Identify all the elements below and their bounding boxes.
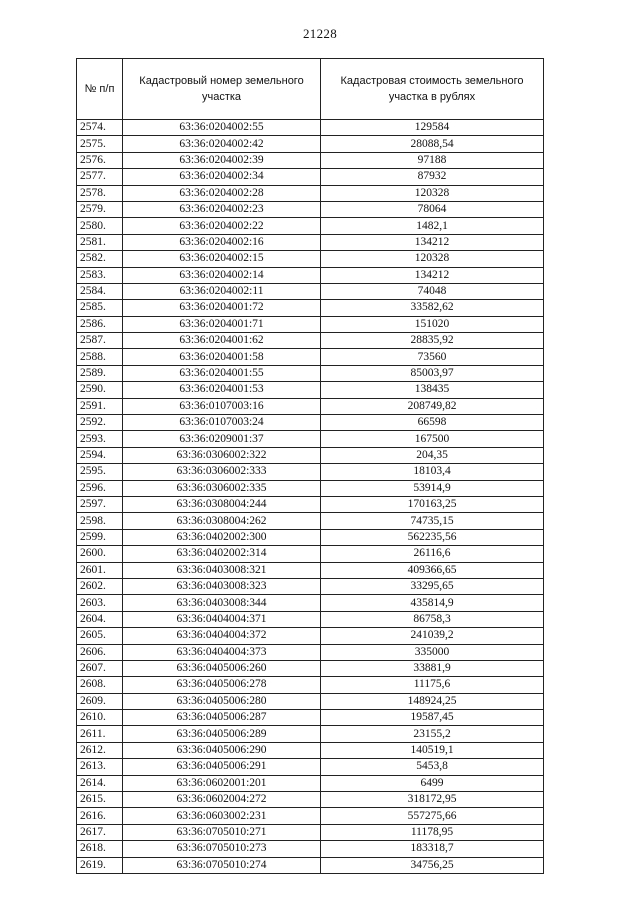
table-row	[77, 480, 544, 496]
cadastral-value-cell: 11178,95	[321, 824, 544, 840]
table-row	[77, 595, 544, 611]
table-row	[77, 726, 544, 742]
table-row	[77, 251, 544, 267]
row-number-cell: 2615.	[77, 792, 123, 808]
table-row	[77, 185, 544, 201]
cadastral-number-cell: 63:36:0204002:22	[123, 218, 321, 234]
table-row	[77, 775, 544, 791]
cadastral-value-cell: 85003,97	[321, 365, 544, 381]
cadastral-number-cell: 63:36:0306002:333	[123, 464, 321, 480]
row-number-cell: 2612.	[77, 742, 123, 758]
cadastral-value-cell: 28088,54	[321, 136, 544, 152]
table-row	[77, 267, 544, 283]
cadastral-number-cell: 63:36:0204002:16	[123, 234, 321, 250]
row-number-cell: 2587.	[77, 333, 123, 349]
cadastral-number-cell: 63:36:0404004:372	[123, 628, 321, 644]
row-number-cell: 2592.	[77, 415, 123, 431]
table-row	[77, 136, 544, 152]
table-row	[77, 529, 544, 545]
table-row	[77, 152, 544, 168]
header-row	[77, 59, 544, 120]
row-number-cell: 2588.	[77, 349, 123, 365]
cadastral-value-cell: 318172,95	[321, 792, 544, 808]
cadastral-number-cell: 63:36:0402002:314	[123, 546, 321, 562]
cadastral-value-cell: 204,35	[321, 447, 544, 463]
table-row	[77, 382, 544, 398]
row-number-cell: 2617.	[77, 824, 123, 840]
cadastral-value-cell: 33582,62	[321, 300, 544, 316]
row-number-cell: 2576.	[77, 152, 123, 168]
table-row	[77, 578, 544, 594]
cadastral-number-cell: 63:36:0405006:289	[123, 726, 321, 742]
row-number-cell: 2600.	[77, 546, 123, 562]
table-row	[77, 415, 544, 431]
row-number-cell: 2604.	[77, 611, 123, 627]
cadastral-number-cell: 63:36:0405006:278	[123, 677, 321, 693]
table-row	[77, 333, 544, 349]
cadastral-number-cell: 63:36:0204002:11	[123, 283, 321, 299]
row-number-cell: 2578.	[77, 185, 123, 201]
cadastral-value-cell: 129584	[321, 120, 544, 136]
cadastral-value-cell: 74048	[321, 283, 544, 299]
cadastral-number-cell: 63:36:0107003:24	[123, 415, 321, 431]
row-number-cell: 2593.	[77, 431, 123, 447]
row-number-cell: 2586.	[77, 316, 123, 332]
table-row	[77, 398, 544, 414]
cadastral-number-cell: 63:36:0204002:28	[123, 185, 321, 201]
row-number-cell: 2590.	[77, 382, 123, 398]
cadastral-number-cell: 63:36:0204002:39	[123, 152, 321, 168]
cadastral-value-cell: 148924,25	[321, 693, 544, 709]
table-row	[77, 464, 544, 480]
row-number-cell: 2618.	[77, 841, 123, 857]
cadastral-value-cell: 18103,4	[321, 464, 544, 480]
cadastral-number-cell: 63:36:0204002:15	[123, 251, 321, 267]
row-number-cell: 2598.	[77, 513, 123, 529]
table-row	[77, 349, 544, 365]
table-row	[77, 857, 544, 873]
row-number-cell: 2579.	[77, 201, 123, 217]
row-number-cell: 2574.	[77, 120, 123, 136]
cadastral-value-cell: 33881,9	[321, 660, 544, 676]
cadastral-value-cell: 5453,8	[321, 759, 544, 775]
table-row	[77, 496, 544, 512]
cadastral-number-cell: 63:36:0204001:55	[123, 365, 321, 381]
header-cadastral-number: Кадастровый номер земельного участка	[123, 59, 321, 120]
cadastral-value-cell: 73560	[321, 349, 544, 365]
table-row	[77, 513, 544, 529]
cadastral-number-cell: 63:36:0403008:323	[123, 578, 321, 594]
table-row	[77, 628, 544, 644]
cadastral-number-cell: 63:36:0405006:287	[123, 710, 321, 726]
cadastral-number-cell: 63:36:0404004:373	[123, 644, 321, 660]
row-number-cell: 2601.	[77, 562, 123, 578]
cadastral-number-cell: 63:36:0403008:321	[123, 562, 321, 578]
header-cadastral-value: Кадастровая стоимость земельного участка в рублях	[321, 59, 544, 120]
row-number-cell: 2580.	[77, 218, 123, 234]
table-body	[77, 120, 544, 874]
table-row	[77, 611, 544, 627]
row-number-cell: 2594.	[77, 447, 123, 463]
cadastral-number-cell: 63:36:0204001:71	[123, 316, 321, 332]
row-number-cell: 2591.	[77, 398, 123, 414]
cadastral-value-cell: 11175,6	[321, 677, 544, 693]
cadastral-number-cell: 63:36:0209001:37	[123, 431, 321, 447]
cadastral-number-cell: 63:36:0705010:273	[123, 841, 321, 857]
cadastral-value-cell: 138435	[321, 382, 544, 398]
page-number: 21228	[303, 26, 337, 41]
cadastral-value-cell: 1482,1	[321, 218, 544, 234]
table-row	[77, 447, 544, 463]
cadastral-value-cell: 78064	[321, 201, 544, 217]
cadastral-number-cell: 63:36:0308004:244	[123, 496, 321, 512]
row-number-cell: 2596.	[77, 480, 123, 496]
table-row	[77, 546, 544, 562]
cadastral-value-cell: 74735,15	[321, 513, 544, 529]
row-number-cell: 2610.	[77, 710, 123, 726]
table-row	[77, 120, 544, 136]
cadastral-number-cell: 63:36:0204002:55	[123, 120, 321, 136]
row-number-cell: 2583.	[77, 267, 123, 283]
table-row	[77, 365, 544, 381]
cadastral-value-cell: 86758,3	[321, 611, 544, 627]
cadastral-value-cell: 335000	[321, 644, 544, 660]
row-number-cell: 2619.	[77, 857, 123, 873]
table-row	[77, 824, 544, 840]
row-number-cell: 2582.	[77, 251, 123, 267]
row-number-cell: 2614.	[77, 775, 123, 791]
cadastral-value-cell: 120328	[321, 251, 544, 267]
row-number-cell: 2584.	[77, 283, 123, 299]
row-number-cell: 2613.	[77, 759, 123, 775]
cadastral-number-cell: 63:36:0306002:335	[123, 480, 321, 496]
table-row	[77, 169, 544, 185]
table-row	[77, 201, 544, 217]
row-number-cell: 2595.	[77, 464, 123, 480]
table-row	[77, 431, 544, 447]
row-number-cell: 2589.	[77, 365, 123, 381]
cadastral-number-cell: 63:36:0308004:262	[123, 513, 321, 529]
row-number-cell: 2599.	[77, 529, 123, 545]
cadastral-number-cell: 63:36:0405006:290	[123, 742, 321, 758]
row-number-cell: 2611.	[77, 726, 123, 742]
cadastral-value-cell: 241039,2	[321, 628, 544, 644]
cadastral-number-cell: 63:36:0603002:231	[123, 808, 321, 824]
cadastral-value-cell: 435814,9	[321, 595, 544, 611]
cadastral-number-cell: 63:36:0602001:201	[123, 775, 321, 791]
cadastral-value-cell: 557275,66	[321, 808, 544, 824]
cadastral-number-cell: 63:36:0405006:291	[123, 759, 321, 775]
cadastral-number-cell: 63:36:0405006:280	[123, 693, 321, 709]
cadastral-number-cell: 63:36:0204001:53	[123, 382, 321, 398]
cadastral-number-cell: 63:36:0403008:344	[123, 595, 321, 611]
cadastral-value-cell: 562235,56	[321, 529, 544, 545]
cadastral-value-cell: 170163,25	[321, 496, 544, 512]
cadastral-value-cell: 87932	[321, 169, 544, 185]
table-row	[77, 644, 544, 660]
cadastral-value-cell: 167500	[321, 431, 544, 447]
cadastral-value-cell: 19587,45	[321, 710, 544, 726]
cadastral-number-cell: 63:36:0204002:42	[123, 136, 321, 152]
cadastral-number-cell: 63:36:0107003:16	[123, 398, 321, 414]
cadastral-value-cell: 6499	[321, 775, 544, 791]
cadastral-value-cell: 34756,25	[321, 857, 544, 873]
cadastral-value-cell: 33295,65	[321, 578, 544, 594]
row-number-cell: 2607.	[77, 660, 123, 676]
cadastral-value-cell: 208749,82	[321, 398, 544, 414]
row-number-cell: 2608.	[77, 677, 123, 693]
row-number-cell: 2603.	[77, 595, 123, 611]
cadastral-value-cell: 183318,7	[321, 841, 544, 857]
cadastral-number-cell: 63:36:0204002:14	[123, 267, 321, 283]
cadastral-value-cell: 97188	[321, 152, 544, 168]
row-number-cell: 2575.	[77, 136, 123, 152]
cadastral-value-cell: 151020	[321, 316, 544, 332]
table-row	[77, 759, 544, 775]
table-row	[77, 792, 544, 808]
cadastral-value-cell: 28835,92	[321, 333, 544, 349]
table-row	[77, 660, 544, 676]
table-row	[77, 316, 544, 332]
cadastral-value-cell: 66598	[321, 415, 544, 431]
cadastral-number-cell: 63:36:0405006:260	[123, 660, 321, 676]
table-row	[77, 808, 544, 824]
table-row	[77, 218, 544, 234]
table-row	[77, 841, 544, 857]
table-row	[77, 693, 544, 709]
cadastral-value-cell: 53914,9	[321, 480, 544, 496]
cadastral-number-cell: 63:36:0402002:300	[123, 529, 321, 545]
cadastral-number-cell: 63:36:0404004:371	[123, 611, 321, 627]
table-row	[77, 677, 544, 693]
cadastral-value-cell: 134212	[321, 267, 544, 283]
table-row	[77, 300, 544, 316]
table-row	[77, 742, 544, 758]
table-row	[77, 283, 544, 299]
cadastral-value-cell: 23155,2	[321, 726, 544, 742]
row-number-cell: 2585.	[77, 300, 123, 316]
row-number-cell: 2602.	[77, 578, 123, 594]
cadastral-number-cell: 63:36:0705010:274	[123, 857, 321, 873]
cadastral-number-cell: 63:36:0204001:62	[123, 333, 321, 349]
cadastral-number-cell: 63:36:0204001:72	[123, 300, 321, 316]
cadastral-value-cell: 26116,6	[321, 546, 544, 562]
row-number-cell: 2581.	[77, 234, 123, 250]
cadastral-value-cell: 140519,1	[321, 742, 544, 758]
cadastral-value-cell: 134212	[321, 234, 544, 250]
cadastral-value-cell: 409366,65	[321, 562, 544, 578]
cadastral-value-cell: 120328	[321, 185, 544, 201]
row-number-cell: 2597.	[77, 496, 123, 512]
row-number-cell: 2606.	[77, 644, 123, 660]
cadastral-number-cell: 63:36:0204002:23	[123, 201, 321, 217]
cadastral-number-cell: 63:36:0204002:34	[123, 169, 321, 185]
header-row-number: № п/п	[77, 59, 123, 120]
cadastral-number-cell: 63:36:0705010:271	[123, 824, 321, 840]
row-number-cell: 2616.	[77, 808, 123, 824]
table-header	[77, 59, 544, 120]
cadastral-number-cell: 63:36:0306002:322	[123, 447, 321, 463]
table-row	[77, 710, 544, 726]
row-number-cell: 2577.	[77, 169, 123, 185]
cadastral-number-cell: 63:36:0204001:58	[123, 349, 321, 365]
row-number-cell: 2609.	[77, 693, 123, 709]
row-number-cell: 2605.	[77, 628, 123, 644]
cadastral-number-cell: 63:36:0602004:272	[123, 792, 321, 808]
table-row	[77, 234, 544, 250]
cadastre-table	[76, 58, 544, 874]
table-row	[77, 562, 544, 578]
